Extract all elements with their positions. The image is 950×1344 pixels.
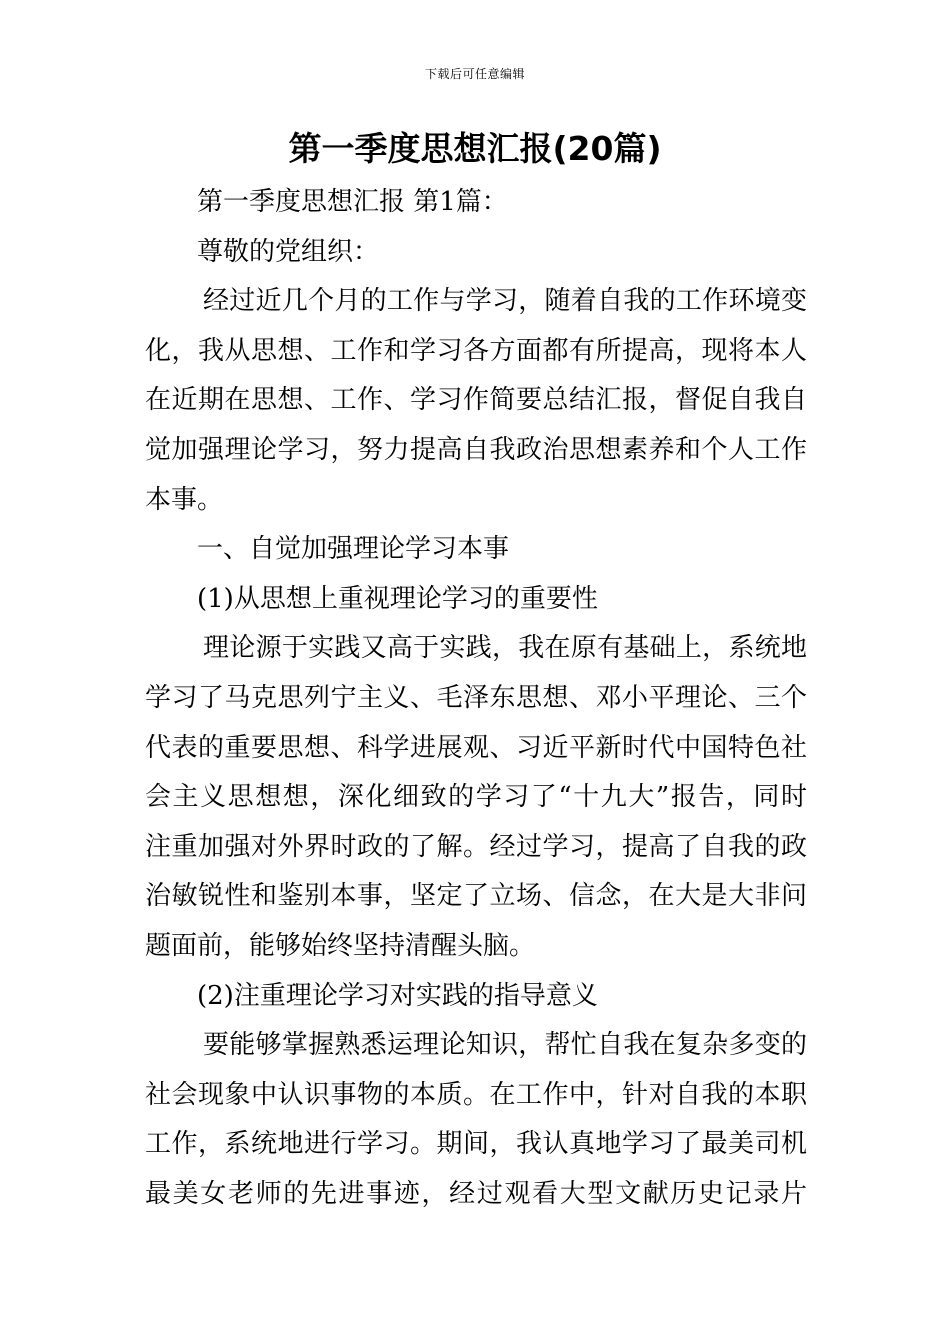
paragraph-line: 代表的重要思想、科学进展观、习近平新时代中国特色社: [145, 732, 807, 763]
subheading: 一、自觉加强理论学习本事: [197, 534, 510, 565]
section-heading: 第一季度思想汇报 第1篇：: [197, 187, 508, 217]
salutation: 尊敬的党组织：: [197, 236, 380, 267]
paragraph-line: 题面前，能够始终坚持清醒头脑。: [145, 930, 536, 961]
document-body: [145, 178, 807, 1210]
paragraph-line: 在近期在思想、工作、学习作简要总结汇报，督促自我自: [145, 385, 807, 416]
paragraph-line: 最美女老师的先进事迹，经过观看大型文献历史记录片: [145, 1178, 807, 1209]
paragraph-line: 注重加强对外界时政的了解。经过学习，提高了自我的政: [145, 831, 807, 862]
paragraph-line: 本事。: [145, 484, 224, 515]
paragraph-line: 要能够掌握熟悉运理论知识，帮忙自我在复杂多变的: [203, 1030, 807, 1061]
header-note: 下载后可任意编辑: [424, 67, 525, 81]
paragraph-line: 化，我从思想、工作和学习各方面都有所提高，现将本人: [145, 335, 807, 366]
paragraph-line: 社会现象中认识事物的本质。在工作中，针对自我的本职: [145, 1079, 807, 1110]
paragraph-line: 学习了马克思列宁主义、毛泽东思想、邓小平理论、三个: [145, 682, 807, 713]
paragraph-line: 会主义思想想，深化细致的学习了“十九大”报告，同时: [145, 782, 807, 813]
subheading: (1)从思想上重视理论学习的重要性: [197, 583, 598, 614]
paragraph-line: 觉加强理论学习，努力提高自我政治思想素养和个人工作: [145, 434, 807, 465]
document-title: 第一季度思想汇报(20篇): [288, 129, 662, 168]
paragraph-line: 理论源于实践又高于实践，我在原有基础上，系统地: [203, 633, 807, 664]
subheading: (2)注重理论学习对实践的指导意义: [197, 980, 598, 1011]
paragraph-line: 经过近几个月的工作与学习，随着自我的工作环境变: [203, 286, 807, 317]
paragraph-line: 工作，系统地进行学习。期间，我认真地学习了最美司机: [145, 1129, 807, 1160]
paragraph-line: 治敏锐性和鉴别本事，坚定了立场、信念，在大是大非问: [145, 881, 807, 912]
